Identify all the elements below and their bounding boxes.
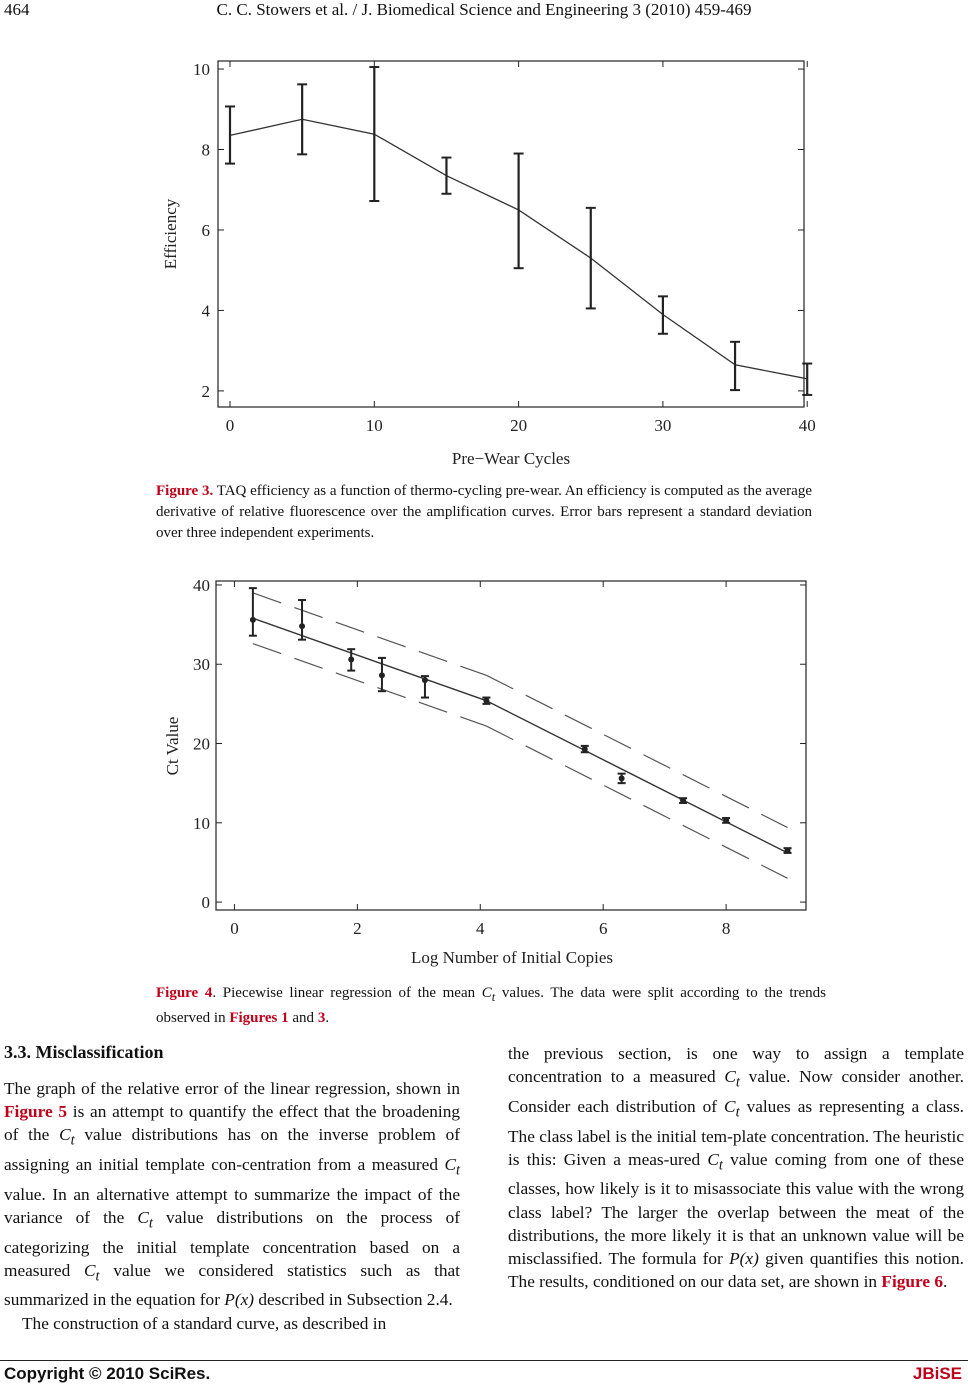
fig3-y-axis-label: Efficiency	[161, 198, 180, 270]
figure-4-caption-text: . Piecewise linear regression of the mean	[212, 985, 482, 1001]
left-paragraph-1: The graph of the relative error of the linear regression, shown in Figure 5 is an attempt to quantify the effect that the broadening of the $C_t$ value distributions has on the inverse problem of assigning an initial template con-centration from a measured $C_t$ value. In an alternative attempt to summarize the impact of the variance of the $C_t$ value distributions on the process of categorizing the initial template concentration based on a measured $C_t$ value we considered statistics such as that summarized in the equation for P(x) described in Subsection 2.4.	[4, 1079, 461, 1310]
page-footer	[0, 1362, 968, 1386]
fig3-y-tick-label: 2	[201, 381, 210, 401]
fig3-ticks	[218, 61, 807, 407]
fig3-y-tick-label: 10	[193, 60, 210, 80]
fig4-point	[785, 848, 791, 854]
fig4-fit-line	[253, 618, 487, 700]
figure-6-link[interactable]: Figure 6	[881, 1272, 943, 1292]
right-column	[508, 1042, 964, 1293]
copyright-notice: Copyright © 2010 SciRes.	[4, 1364, 211, 1383]
page-header	[0, 0, 968, 22]
fig3-x-axis-label: Pre−Wear Cycles	[451, 449, 571, 468]
journal-abbrev: JBiSE	[912, 1364, 962, 1383]
fig3-x-tick-labels	[226, 416, 816, 435]
left-column	[4, 1077, 460, 1335]
fig3-x-tick-label: 40	[798, 416, 816, 435]
figure-4-caption	[156, 983, 826, 1029]
fig4-y-axis-label: Ct Value	[163, 716, 182, 776]
fig4-x-tick-label: 0	[230, 919, 239, 938]
fig3-x-tick-label: 0	[225, 416, 235, 435]
fig4-y-tick-labels	[193, 576, 210, 912]
page-number: 464	[4, 0, 30, 19]
fig4-plot-frame	[216, 581, 806, 910]
fig3-y-tick-labels	[193, 60, 211, 401]
fig4-point	[250, 617, 256, 623]
right-paragraph-1: the previous section, is one way to assign a template concentration to a measured $C_t$ value. Now consider another. Consider each distribution of $C_t$ values as representing a class. The class label is the initial tem-plate concentration. The heuristic is this: Given a meas-ured $C_t$ value coming from one of these classes, how likely is it to misassociate this value with the wrong class label? The larger the overlap between the meat of the distributions, the more likely it is that an unknown value will be misclassified. The formula for P(x) given quantifies this notion. The results, conditioned on our data set, are shown in Figure 6.	[508, 1044, 965, 1292]
figure-1-link[interactable]: Figures 1	[229, 1010, 289, 1026]
fig4-band-line	[253, 593, 487, 675]
fig4-y-tick-label: 0	[201, 893, 210, 913]
fig4-band-line	[253, 644, 487, 726]
figure-4-caption-end: .	[325, 1010, 330, 1026]
running-title: C. C. Stowers et al. / J. Biomedical Science and Engineering 3 (2010) 459-469	[216, 0, 752, 19]
fig3-y-tick-label: 4	[201, 301, 210, 321]
fig4-point	[619, 775, 625, 781]
figure-4-caption-and: and	[288, 1010, 318, 1026]
fig3-x-tick-label: 20	[510, 416, 528, 435]
fig3-x-tick-label: 10	[365, 416, 383, 435]
fig4-y-tick-label: 20	[193, 734, 210, 754]
figure-3-label: Figure 3.	[156, 483, 214, 499]
fig4-x-tick-label: 4	[476, 919, 485, 938]
fig3-plot-frame	[218, 61, 804, 407]
footer-rule	[0, 1360, 968, 1361]
fig4-y-tick-label: 10	[193, 813, 210, 833]
fig4-x-tick-label: 6	[598, 919, 608, 938]
section-heading: 3.3. Misclassification	[4, 1042, 164, 1062]
fig4-x-tick-label: 8	[721, 919, 731, 938]
fig4-point	[680, 798, 686, 804]
ct-symbol: C	[481, 985, 492, 1001]
figure-4-label: Figure 4	[156, 985, 213, 1001]
fig4-point	[723, 817, 729, 823]
fig4-point	[582, 746, 588, 752]
fig4-fit-line	[486, 701, 787, 853]
figure-4-chart	[150, 574, 820, 974]
fig3-y-tick-label: 8	[201, 140, 210, 160]
figure-3-chart	[150, 52, 820, 472]
fig4-point	[379, 672, 385, 678]
figure-5-link[interactable]: Figure 5	[4, 1102, 68, 1122]
fig4-x-tick-label: 2	[353, 919, 362, 938]
fig4-band-line	[486, 675, 787, 827]
fig4-x-tick-labels	[230, 919, 730, 938]
fig4-point	[483, 698, 489, 704]
fig4-y-tick-label: 30	[193, 655, 210, 675]
fig3-x-tick-label: 30	[654, 416, 672, 435]
figure-3-caption	[156, 481, 812, 544]
figure-4-caption-text-2: values. The data were split according to the trends observed in	[156, 985, 827, 1026]
fig4-x-axis-label: Log Number of Initial Copies	[410, 948, 614, 967]
fig4-y-tick-label: 40	[193, 575, 210, 595]
fig3-y-tick-label: 6	[201, 220, 210, 240]
left-paragraph-2: The construction of a standard curve, as described in	[22, 1313, 387, 1333]
fig3-error-bars	[225, 67, 812, 395]
ct-subscript: t	[491, 990, 496, 1004]
fig4-ticks	[216, 581, 806, 910]
fig4-point	[348, 656, 354, 662]
fig4-band-line	[486, 726, 787, 878]
fig4-confidence-bands	[253, 593, 788, 878]
figure-3-link[interactable]: 3	[317, 1010, 326, 1026]
fig4-point	[422, 677, 428, 683]
figure-3-caption-text: TAQ efficiency as a function of thermo-cycling pre-wear. An efficiency is computed as the average derivative of relative fluorescence over the amplification curves. Error bars represent a standard deviation over three independent experiments.	[156, 483, 812, 541]
fig4-point	[299, 623, 305, 629]
fig4-fit-lines	[253, 618, 788, 853]
